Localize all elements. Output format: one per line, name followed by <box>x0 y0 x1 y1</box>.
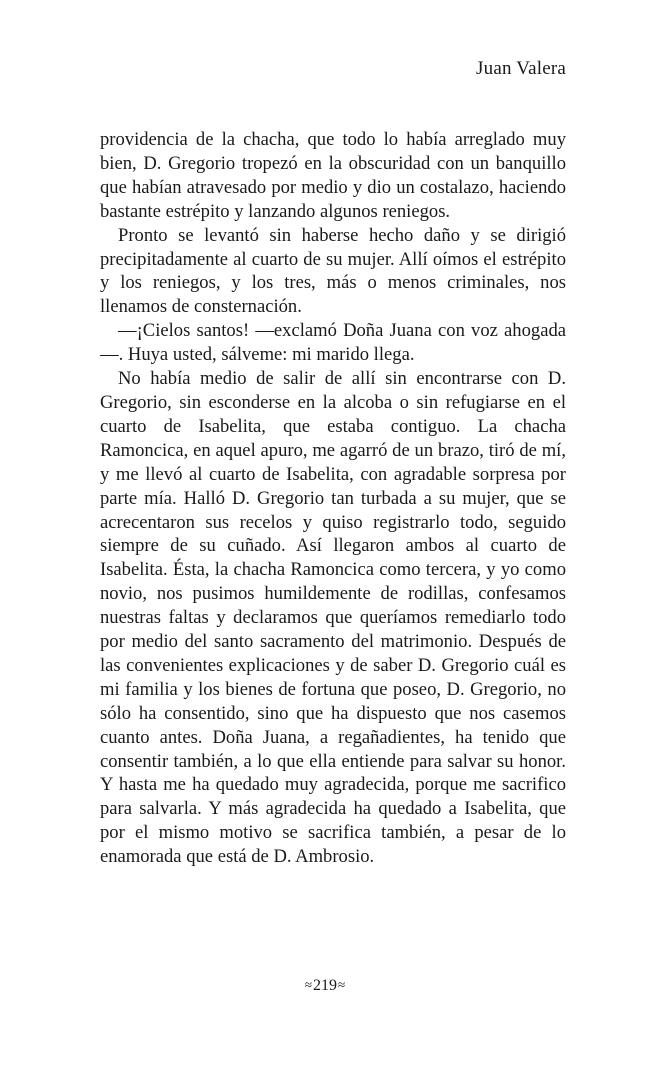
paragraph-2: Pronto se levantó sin haberse hecho daño y se dirigió precipitadamente al cuarto de su mujer. Allí oímos el estrépito y los reniegos, y los tres, más o menos criminales, nos llenamos de consternación. <box>100 224 566 318</box>
ornament-right-icon: ≈ <box>338 977 346 992</box>
paragraph-4: No había medio de salir de allí sin encontrarse con D. Gregorio, sin esconderse en la alcoba o sin refugiarse en el cuarto de Isabelita, que estaba contiguo. La chacha Ramoncica, en aquel apuro, me agarró de un brazo, tiró de mí, y me llevó al cuarto de Isabelita, con agradable sorpresa por parte mía. Halló D. Gregorio tan turbada a su mujer, que se acrecentaron sus recelos y quiso registrarlo todo, seguido siempre de su cuñado. Así llegaron ambos al cuarto de Isabelita. Ésta, la chacha Ramoncica como tercera, y yo como novio, nos pusimos humildemente de rodillas, confesamos nuestras faltas y declaramos que queríamos remediarlo todo por medio del santo sacramento del matrimonio. Después de las convenientes explicaciones y de saber D. Gregorio cuál es mi familia y los bienes de fortuna que poseo, D. Gregorio, no sólo ha consentido, sino que ha dispuesto que nos casemos cuanto antes. Doña Juana, a regañadientes, ha tenido que consentir también, a lo que ella entiende para salvar su honor. Y hasta me ha quedado muy agradecida, porque me sacrifico para salvarla. Y más agradecida ha quedado a Isabelita, que por el mismo motivo se sacrifica también, a pesar de lo enamorada que está de D. Ambrosio. <box>100 368 566 868</box>
paragraph-3: —¡Cielos santos! —exclamó Doña Juana con voz ahogada—. Huya usted, sálveme: mi marido llega. <box>100 320 566 366</box>
ornament-left-icon: ≈ <box>304 977 312 992</box>
running-header-author: Juan Valera <box>476 58 566 79</box>
body-text <box>100 128 566 869</box>
page-number: 219 <box>313 977 337 994</box>
page-footer <box>0 977 650 995</box>
paragraph-1: providencia de la chacha, que todo lo había arreglado muy bien, D. Gregorio tropezó en la obscuridad con un banquillo que habían atravesado por medio y dio un costalazo, haciendo bastante estrépito y lanzando algunos reniegos. <box>100 129 566 222</box>
